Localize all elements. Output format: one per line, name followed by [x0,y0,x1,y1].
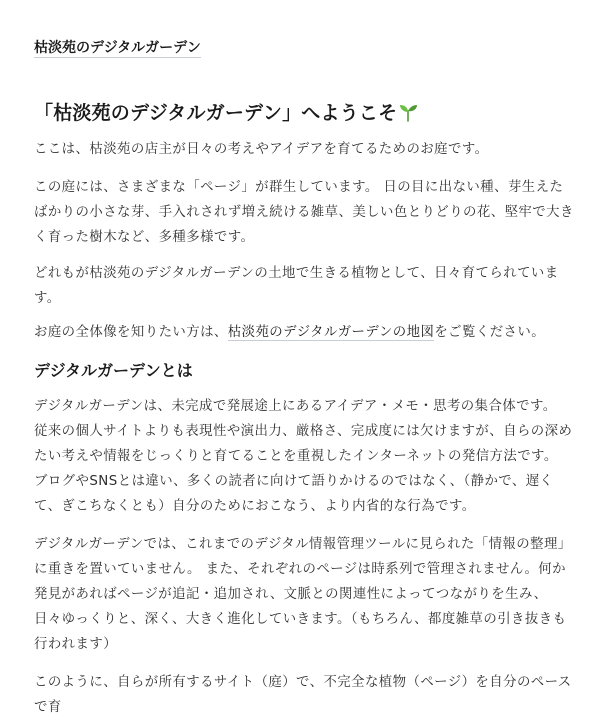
page-title [34,96,574,130]
site-header [34,36,201,58]
soil-paragraph: どれもが枯淡苑のデジタルガーデンの土地で生きる植物として、日々育てられています。 [34,266,559,306]
garden-map-link[interactable]: 枯淡苑のデジタルガーデンの地図 [227,325,435,340]
map-text-before: お庭の全体像を知りたい方は、 [34,325,228,340]
garden-paragraph: この庭には、さまざまな「ページ」が群生しています。 日の目に出ない種、芽生えたばかりの小さな芽、手入れされず増え続ける雑草、美しい色とりどりの花、堅牢で大きく育った樹木など、多種多様です。 [34,180,574,245]
intro-paragraph: ここは、枯淡苑の店主が日々の考えやアイデアを育てるためのお庭です。 [34,142,489,157]
contrast-paragraph: デジタルガーデンでは、これまでのデジタル情報管理ツールに見られた「情報の整理」に重きを置いていません。 また、それぞれのページは時系列で管理されません。何か発見があればページが追記・追加され、文脈との関連性によってつながりを生み、日々ゆっくりと、深く、大きく進化していきます。（もちろん、都度雑草の引き抜きも行われます） [34,537,572,652]
sprout-icon [398,102,418,122]
closing-paragraph: このように、自らが所有するサイト（庭）で、不完全な植物（ページ）を自分のペースで育 [34,675,572,715]
map-text-after: をご覧ください。 [434,325,546,340]
section-heading: デジタルガーデンとは [34,361,193,380]
page-title-text: 「枯淡苑のデジタルガーデン」へようこそ [34,102,398,124]
site-title-link[interactable]: 枯淡苑のデジタルガーデン [34,40,201,56]
map-paragraph [34,320,574,345]
article [34,96,574,720]
definition-paragraph: デジタルガーデンは、未完成で発展途上にあるアイデア・メモ・思考の集合体です。 従来の個人サイトよりも表現性や演出力、厳格さ、完成度には欠けますが、自らの深めたい考えや情報をじっくりと育てることを重視したインターネットの発信方法です。 ブログやSNSとは違い、多くの読者に向けて語りかけるのではなく、（静かで、遅くて、ぎこちなくとも）自分のためにおこなう、より内省的な行為です。 [34,399,573,514]
